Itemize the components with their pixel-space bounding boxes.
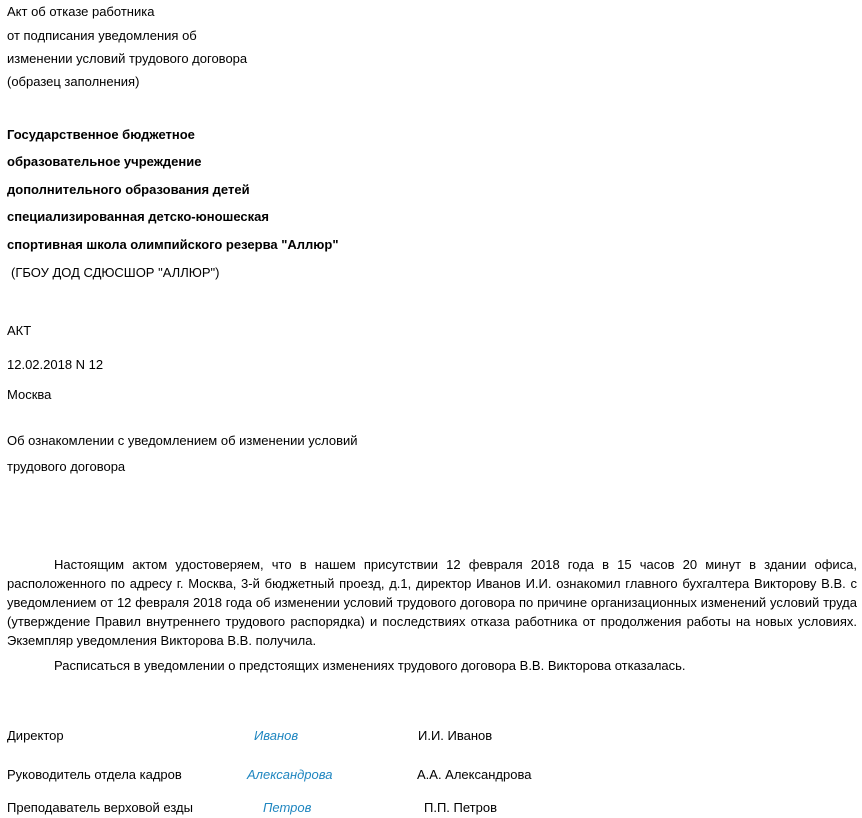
signature-role-riding-teacher: Преподаватель верховой езды <box>7 800 193 815</box>
signature-name-riding-teacher: П.П. Петров <box>424 800 497 815</box>
doc-place: Москва <box>7 387 52 402</box>
organization-line-3: дополнительного образования детей <box>7 182 250 197</box>
organization-line-1: Государственное бюджетное <box>7 127 195 142</box>
doc-date-number: 12.02.2018 N 12 <box>7 357 104 372</box>
signature-handwritten-director: Иванов <box>254 728 299 743</box>
subject-line-2: трудового договора <box>7 459 126 474</box>
heading-line-2: от подписания уведомления об <box>7 28 197 43</box>
signature-role-director: Директор <box>7 728 64 743</box>
heading-line-1: Акт об отказе работника <box>7 4 155 19</box>
heading-line-3: изменении условий трудового договора <box>7 51 248 66</box>
signature-role-hr-head: Руководитель отдела кадров <box>7 767 182 782</box>
organization-line-4: специализированная детско-юношеская <box>7 209 269 224</box>
subject-line-1: Об ознакомлении с уведомлением об изменении условий <box>7 433 358 448</box>
heading-line-4: (образец заполнения) <box>7 74 140 89</box>
organization-line-5: спортивная школа олимпийского резерва "Аллюр" <box>7 237 339 252</box>
doc-type: АКТ <box>7 323 32 338</box>
organization-short-name: (ГБОУ ДОД СДЮСШОР "АЛЛЮР") <box>11 265 220 280</box>
body-paragraph-2: Расписаться в уведомлении о предстоящих изменениях трудового договора В.В. Викторова отказалась. <box>54 658 686 673</box>
signature-name-director: И.И. Иванов <box>418 728 493 743</box>
body-paragraph-1: Настоящим актом удостоверяем, что в нашем присутствии 12 февраля 2018 года в 15 часов 20 минут в здании офиса, расположенного по адресу г. Москва, 3-й бюджетный проезд, д.1, директор Иванов И.И. ознакомил главного бухгалтера Викторову В.В. с уведомлением от 12 февраля 2018 года об изменении условий трудового договора по причине организационных изменений условий труда (утверждение Правил внутреннего трудового распорядка) и последствиях отказа работника от продолжения работы на новых условиях. Экземпляр уведомления Викторова В.В. получила. <box>7 557 857 648</box>
signature-handwritten-hr-head: Александрова <box>247 767 333 782</box>
organization-line-2: образовательное учреждение <box>7 154 202 169</box>
signature-handwritten-riding-teacher: Петров <box>263 800 312 815</box>
signature-name-hr-head: А.А. Александрова <box>417 767 532 782</box>
